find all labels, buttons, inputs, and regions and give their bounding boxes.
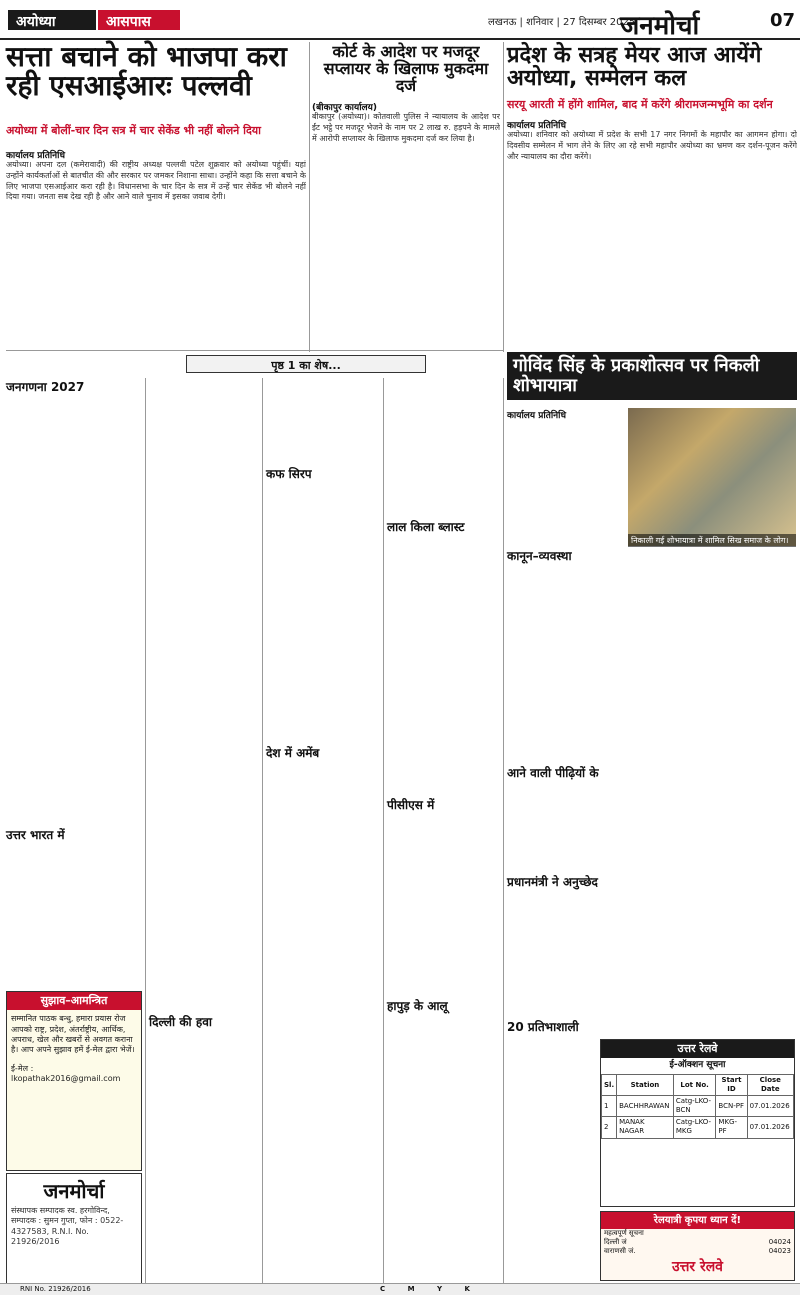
janmorcha-imprint-text: संस्थापक सम्पादक स्व. हरगोविन्द, सम्पादक : सुमन गुप्ता, फोन : 0522-4327583, R.N.I. No. 21926/2016 (11, 1206, 124, 1247)
continuation-col-2 (266, 378, 380, 1278)
aane-wali-body (507, 780, 597, 1010)
section-tab-aaspaas: आसपास (98, 10, 180, 30)
janmorcha-logo: जनमोर्चा (43, 1179, 105, 1203)
column-rule (383, 378, 384, 1283)
janganana-body (6, 394, 142, 824)
tender-sub: ई-ऑक्शन सूचना (669, 1060, 726, 1071)
procession-photo (628, 408, 796, 546)
main-story-body: अयोध्या। अपना दल (कमेरावादी) की राष्ट्रीय अध्यक्ष पल्लवी पटेल शुक्रवार को अयोध्या पहुंचीं। यहां उन्होंने कार्यकर्ताओं से बातचीत की और सरकार पर जमकर निशाना साधा। उन्होंने कहा कि सत्ता बचाने के लिए भाजपा एसआईआर करा रही है। विधानसभा के चार दिन के सत्र में उन्हें चार सेकेंड भी बोलने नहीं दिया गया। जनता सब देख रही है और आने वाले चुनाव में इसका जवाब देगी। (6, 160, 306, 202)
mayor-dateline: कार्यालय प्रतिनिधि (507, 121, 567, 131)
cmyk-marks: C M Y K (380, 1285, 480, 1293)
gobind-headline: गोविंद सिंह के प्रकाशोत्सव पर निकली शोभायात्रा (507, 352, 797, 400)
page-number: 07 (770, 10, 796, 31)
column-rule (262, 378, 263, 1283)
page-footer (0, 1283, 800, 1295)
table-cell: 1 (602, 1096, 617, 1117)
court-dateline: (बीकापुर कार्यालय) (312, 103, 377, 113)
table-cell: 07.01.2026 (747, 1096, 793, 1117)
continuation-banner: पृष्ठ 1 का शेष... (186, 355, 426, 373)
section-uttar-bharat: उत्तर भारत में (6, 828, 65, 842)
table-row (602, 1096, 794, 1117)
main-headline: सत्ता बचाने को भाजपा करा रही एसआईआरः पल्लवी (6, 40, 287, 103)
rail-row1-left: दिल्ली जं (604, 1238, 627, 1247)
gobind-body (507, 420, 625, 540)
section-kaf-siray: कफ सिरप (266, 467, 312, 481)
tender-col-header: Station (617, 1074, 674, 1095)
suggestion-email: ई-मेल : lkopathak2016@gmail.com (11, 1063, 121, 1084)
tender-col-header: Close Date (747, 1074, 793, 1095)
section-delhi: दिल्ली की हवा (149, 1015, 212, 1029)
section-pratibhashali: 20 प्रतिभाशाली (507, 1020, 579, 1034)
suggestion-box (6, 991, 142, 1171)
edition-date: लखनऊ | शनिवार | 27 दिसम्बर 2025 (488, 17, 636, 28)
main-dateline: कार्यालय प्रतिनिधि (6, 151, 66, 161)
mayor-headline: प्रदेश के सत्रह मेयर आज आयेंगे अयोध्या, सम्मेलन कल (507, 43, 762, 92)
tender-ad (600, 1039, 795, 1207)
tender-col-header: Sl. (602, 1074, 617, 1095)
rail-train-row (601, 1247, 794, 1256)
table-cell: BACHHRAWAN (617, 1096, 674, 1117)
table-cell: Catg-LKO-MKG (673, 1117, 716, 1138)
column-rule (503, 42, 504, 352)
section-divider (6, 350, 503, 351)
suggestion-title: सुझाव–आमन्त्रित (7, 992, 141, 1010)
photo-caption: निकाली गई शोभायात्रा में शामिल सिख समाज के लोग। (628, 534, 796, 547)
table-cell: MKG-PF (716, 1117, 747, 1138)
tender-table (601, 1074, 794, 1139)
column-rule (145, 378, 146, 1283)
rail-sub-row (601, 1229, 794, 1238)
rail-train-row (601, 1238, 794, 1247)
gobind-body-2 (628, 550, 796, 762)
main-subhead: अयोध्या में बोलीं-चार दिन सत्र में चार सेकेंड भी नहीं बोलने दिया (6, 124, 262, 137)
section-hapud: हापुड़ के आलू (387, 999, 448, 1013)
table-row (602, 1117, 794, 1138)
table-cell: 07.01.2026 (747, 1117, 793, 1138)
column-rule (503, 378, 504, 1283)
continuation-col-1 (149, 378, 259, 1278)
masthead (0, 0, 800, 40)
section-kanoon: कानून–व्यवस्था (507, 549, 572, 563)
mayor-story-body: अयोध्या। शनिवार को अयोध्या में प्रदेश के सभी 17 नगर निगमों के महापौर का आगमन होगा। दो दिवसीय सम्मेलन में भाग लेने के लिए आ रहे सभी महापौर अयोध्या का भ्रमण कर दर्शन-पूजन करेंगे और न्यायालय का दौरा करेंगे। (507, 130, 797, 161)
rail-row1-right: 04024 (768, 1238, 791, 1247)
tender-head: उत्तर रेलवे (601, 1040, 794, 1058)
rail-row2-left: वाराणसी जं. (604, 1247, 636, 1256)
table-cell: Catg-LKO-BCN (673, 1096, 716, 1117)
section-pradhanmantri: प्रधानमंत्री ने अनुच्छेद (507, 875, 598, 889)
column-rule (309, 42, 310, 352)
section-janganana: जनगणना 2027 (6, 380, 85, 394)
tender-col-header: Start ID (716, 1074, 747, 1095)
rail-sub: महत्वपूर्ण सूचना (604, 1229, 644, 1237)
janmorcha-imprint (6, 1173, 142, 1291)
rail-logo: उत्तर रेलवे (672, 1259, 723, 1276)
paper-name: जनमोर्चा (620, 11, 700, 41)
gobind-dateline: कार्यालय प्रतिनिधि (507, 411, 567, 421)
rail-row2-right: 04023 (768, 1247, 791, 1256)
continuation-col-3 (387, 378, 501, 1278)
section-lal-qila: लाल किला ब्लास्ट (387, 520, 465, 534)
mayor-subhead: सरयू आरती में होंगे शामिल, बाद में करेंगे श्रीरामजन्मभूमि का दर्शन (507, 98, 773, 111)
rail-notice (600, 1211, 795, 1281)
court-headline: कोर्ट के आदेश पर मजदूर सप्लायर के खिलाफ मुकदमा दर्ज (323, 42, 489, 95)
section-aane-wali: आने वाली पीढ़ियों के (507, 766, 599, 780)
table-cell: MANAK NAGAR (617, 1117, 674, 1138)
section-pacific: पीसीएस में (387, 798, 435, 812)
section-tab-ayodhya: अयोध्या (8, 10, 96, 30)
suggestion-body: सम्मानित पाठक बन्धु, हमारा प्रयास रोज आपको राष्ट्र, प्रदेश, अंतर्राष्ट्रीय, आर्थिक, अपराध, खेल और खबरों से अवगत कराना है। आप अपने सुझाव हमें ई-मेल द्वारा भेजें। (11, 1014, 135, 1055)
table-cell: 2 (602, 1117, 617, 1138)
court-story-body: बीकापुर (अयोध्या)। कोतवाली पुलिस ने न्यायालय के आदेश पर ईंट भट्ठे पर मजदूर भेजने के नाम पर 2 लाख रु. हड़पने के मामले में आरोपी सप्लायर के खिलाफ मुकदमा दर्ज कर लिया है। (312, 112, 500, 143)
tender-col-header: Lot No. (673, 1074, 716, 1095)
uttar-bharat-body (6, 842, 142, 986)
section-desh-amber: देश में अमेंब (266, 746, 320, 760)
rail-head: रेलयात्री कृपया ध्यान दें! (601, 1212, 794, 1229)
footer-reg: RNI No. 21926/2016 (20, 1285, 91, 1293)
table-cell: BCN-PF (716, 1096, 747, 1117)
